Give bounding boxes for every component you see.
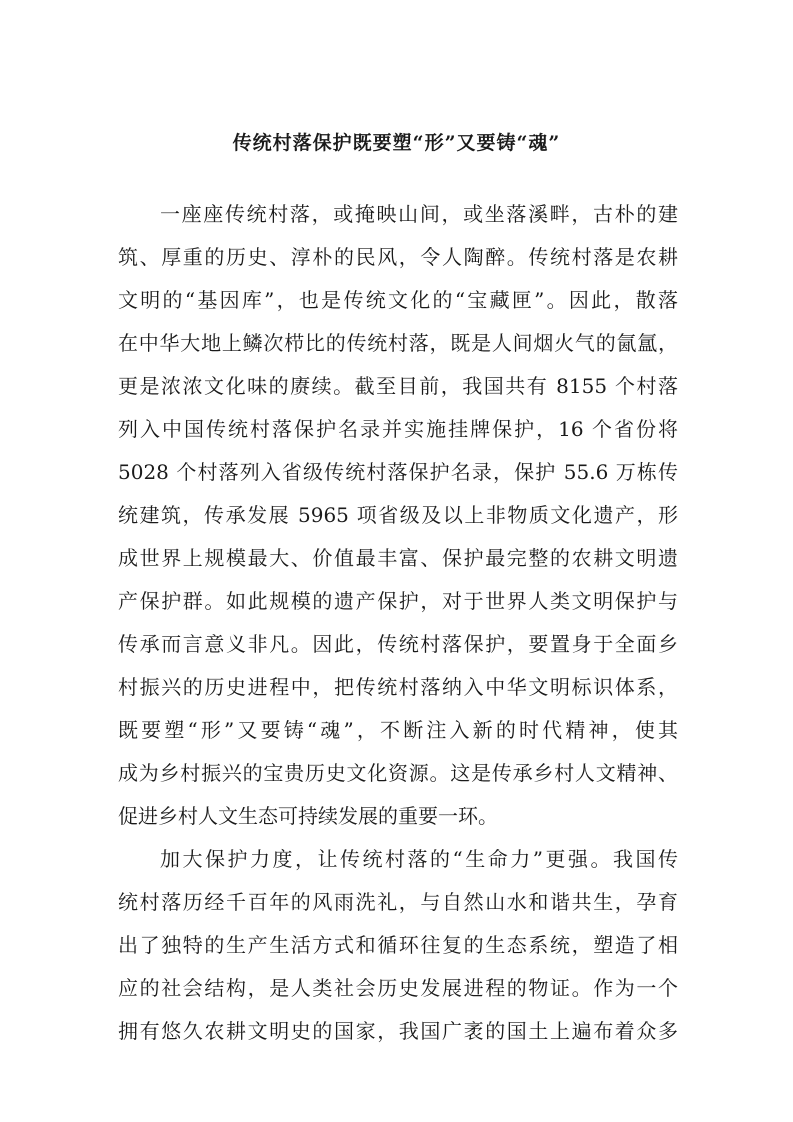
- paragraph-1-line-3: 文明的“基因库”，也是传统文化的“宝藏匣”。因此，散落: [118, 288, 678, 312]
- paragraph-1-line-10: 产保护群。如此规模的遗产保护，对于世界人类文明保护与: [118, 589, 678, 613]
- paragraph-1-line-1: 一座座传统村落，或掩映山间，或坐落溪畔，古朴的建: [160, 202, 678, 226]
- paragraph-2-line-3: 出了独特的生产生活方式和循环往复的生态系统，塑造了相: [118, 933, 678, 957]
- paragraph-1-line-15: 促进乡村人文生态可持续发展的重要一环。: [118, 804, 498, 828]
- paragraph-1-line-13: 既要塑“形”又要铸“魂”，不断注入新的时代精神，使其: [118, 718, 678, 742]
- paragraph-2-line-4: 应的社会结构，是人类社会历史发展进程的物证。作为一个: [118, 976, 678, 1000]
- paragraph-2-line-1: 加大保护力度，让传统村落的“生命力”更强。我国传: [160, 847, 678, 871]
- paragraph-1-line-4: 在中华大地上鳞次栉比的传统村落，既是人间烟火气的氤氲，: [118, 331, 678, 355]
- paragraph-2-line-2: 统村落历经千百年的风雨洗礼，与自然山水和谐共生，孕育: [118, 890, 678, 914]
- paragraph-1-line-8: 统建筑，传承发展 5965 项省级及以上非物质文化遗产，形: [118, 503, 678, 527]
- paragraph-2-line-5: 拥有悠久农耕文明史的国家，我国广袤的国土上遍布着众多: [118, 1019, 678, 1043]
- paragraph-1-line-5: 更是浓浓文化味的赓续。截至目前，我国共有 8155 个村落: [118, 374, 678, 398]
- paragraph-1-line-7: 5028 个村落列入省级传统村落保护名录，保护 55.6 万栋传: [118, 460, 678, 484]
- document-title: 传统村落保护既要塑“形”又要铸“魂”: [232, 132, 561, 154]
- paragraph-1-line-6: 列入中国传统村落保护名录并实施挂牌保护，16 个省份将: [118, 417, 678, 441]
- paragraph-1-line-9: 成世界上规模最大、价值最丰富、保护最完整的农耕文明遗: [118, 546, 678, 570]
- paragraph-1-line-12: 村振兴的历史进程中，把传统村落纳入中华文明标识体系，: [118, 675, 678, 699]
- paragraph-1-line-14: 成为乡村振兴的宝贵历史文化资源。这是传承乡村人文精神、: [118, 761, 678, 785]
- paragraph-1-line-2: 筑、厚重的历史、淳朴的民风，令人陶醉。传统村落是农耕: [118, 245, 678, 269]
- paragraph-1-line-11: 传承而言意义非凡。因此，传统村落保护，要置身于全面乡: [118, 632, 678, 656]
